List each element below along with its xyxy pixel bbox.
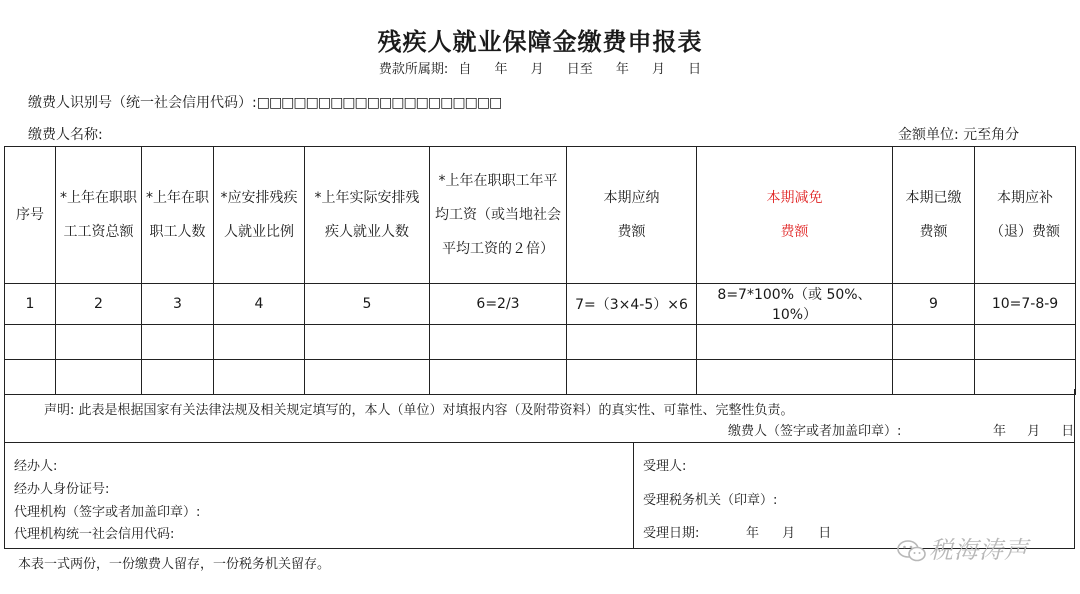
watermark-text: 税海涛声 (929, 536, 1029, 564)
column-number-row (5, 284, 1076, 325)
table-cell: 9 (893, 284, 975, 325)
header-seq: 序号 (5, 147, 56, 284)
header-employee-count: *上年在职 职工人数 (142, 147, 214, 284)
table-cell[interactable] (697, 325, 893, 360)
signature-date[interactable]: 年 月 日 (993, 424, 1075, 439)
header-required-ratio: *应安排残疾 人就业比例 (214, 147, 305, 284)
table-cell[interactable] (430, 325, 567, 360)
fee-period-line: 费款所属期: 自 年 月 日至 年 月 日 (378, 62, 702, 77)
handler-id-field[interactable]: 经办人身份证号: (14, 482, 110, 497)
table-row[interactable] (5, 325, 1076, 360)
processing-divider (633, 442, 634, 548)
header-average-wage: *上年在职职工年平 均工资（或当地社会 平均工资的２倍） (430, 147, 567, 284)
table-cell: 8=7*100%（或 50%、10%） (697, 284, 893, 325)
table-cell[interactable] (56, 325, 142, 360)
header-supplement: 本期应补 （退）费额 (975, 147, 1076, 284)
table-cell[interactable] (567, 325, 697, 360)
table-cell: 5 (305, 284, 430, 325)
receiver-field[interactable]: 受理人: (643, 459, 687, 474)
header-reduction: 本期减免 费额 (697, 147, 893, 284)
header-total-wages: *上年在职职 工工资总额 (56, 147, 142, 284)
watermark (897, 530, 1029, 565)
fee-table (4, 146, 1076, 395)
signature-label[interactable]: 缴费人（签字或者加盖印章）: (728, 424, 902, 439)
declaration-text: 声明: 此表是根据国家有关法律法规及相关规定填写的，本人（单位）对填报内容（及附带资料）的真实性、可靠性、完整性负责。 (44, 403, 794, 418)
table-cell: 4 (214, 284, 305, 325)
table-cell[interactable] (5, 325, 56, 360)
payer-name-label: 缴费人名称: (28, 127, 103, 143)
header-actual-disabled: *上年实际安排残 疾人就业人数 (305, 147, 430, 284)
table-cell: 1 (5, 284, 56, 325)
footer-note: 本表一式两份，一份缴费人留存，一份税务机关留存。 (18, 557, 331, 572)
table-cell[interactable] (893, 325, 975, 360)
header-paid: 本期已缴 费额 (893, 147, 975, 284)
table-cell[interactable] (975, 325, 1076, 360)
agency-credit-code-field[interactable]: 代理机构统一社会信用代码: (14, 527, 175, 542)
payer-id-label-text: 缴费人识别号（统一社会信用代码）: (28, 95, 257, 111)
agency-seal-field[interactable]: 代理机构（签字或者加盖印章）: (14, 505, 201, 520)
table-cell[interactable] (142, 325, 214, 360)
payer-id-boxes[interactable]: □□□□□□□□□□□□□□□□□□□□ (256, 95, 502, 111)
accept-date-field[interactable]: 年 月 日 (746, 526, 832, 541)
table-cell: 2 (56, 284, 142, 325)
accept-date-label: 受理日期: (643, 526, 700, 541)
table-cell[interactable] (305, 325, 430, 360)
table-cell: 10=7-8-9 (975, 284, 1076, 325)
header-payable: 本期应纳 费额 (567, 147, 697, 284)
payer-id-label (28, 92, 501, 112)
handler-field[interactable]: 经办人: (14, 459, 58, 474)
table-cell: 7=（3×4-5）×6 (567, 284, 697, 325)
wechat-icon (897, 540, 927, 562)
table-cell[interactable] (214, 325, 305, 360)
form-title: 残疾人就业保障金缴费申报表 (377, 27, 703, 56)
table-cell: 6=2/3 (430, 284, 567, 325)
tax-office-field[interactable]: 受理税务机关（印章）: (643, 493, 778, 508)
amount-unit: 金额单位: 元至角分 (898, 127, 1020, 143)
table-cell: 3 (142, 284, 214, 325)
header-row (5, 147, 1076, 284)
